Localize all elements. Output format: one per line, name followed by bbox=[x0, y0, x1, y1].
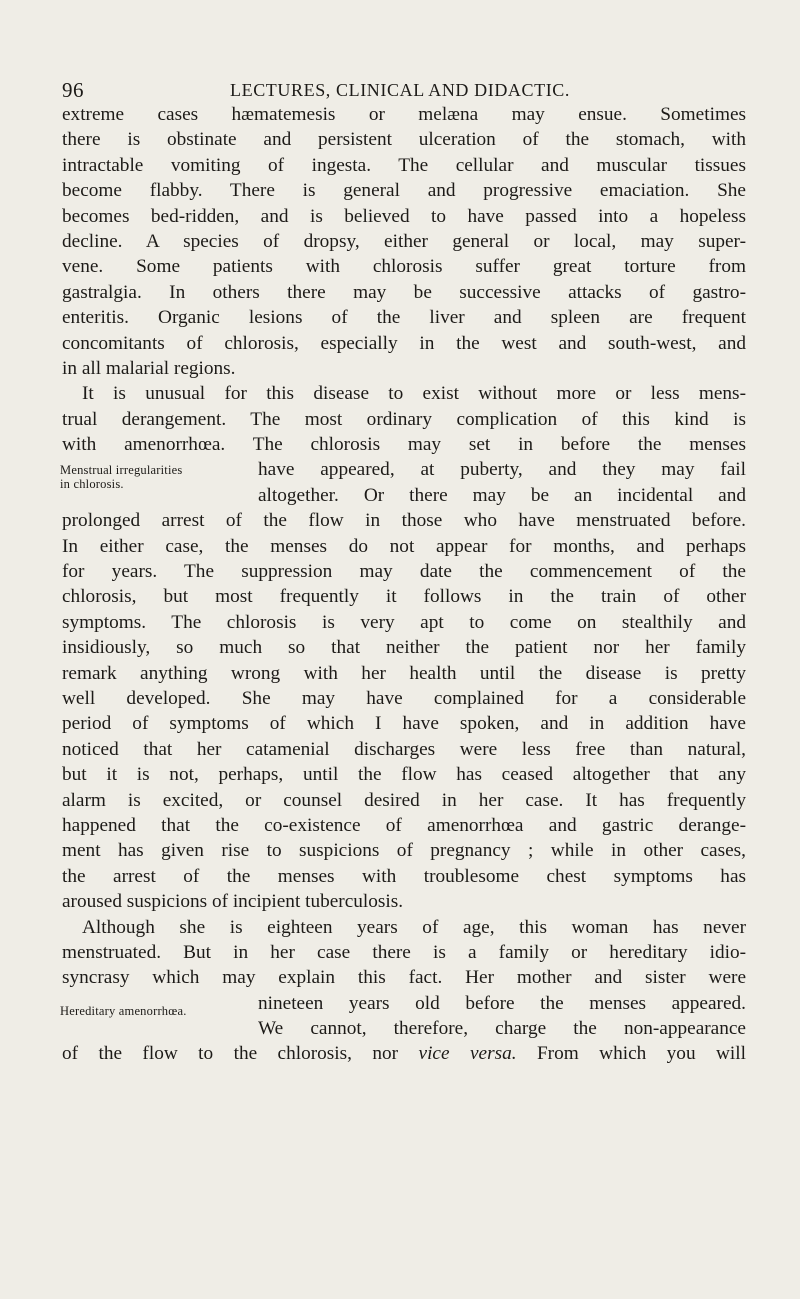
text-line: enteritis. Organic lesions of the liver and spleen are frequent bbox=[62, 307, 746, 329]
text-line: remark anything wrong with her health until the disease is pretty bbox=[62, 662, 746, 684]
text-line: becomes bed-ridden, and is believed to have passed into a hopeless bbox=[62, 205, 746, 227]
text-line: happened that the co-existence of amenorrhœa and gastric derange- bbox=[62, 814, 746, 836]
margin-note: Hereditary amenorrhœa. bbox=[60, 1004, 187, 1019]
text-line: decline. A species of dropsy, either general or local, may super- bbox=[62, 230, 746, 252]
text-line: vene. Some patients with chlorosis suffer great torture from bbox=[62, 256, 746, 278]
text-line: nineteen years old before the menses appeared. bbox=[258, 992, 746, 1014]
text-line: intractable vomiting of ingesta. The cellular and muscular tissues bbox=[62, 154, 746, 176]
text-line: the arrest of the menses with troublesome chest symptoms has bbox=[62, 865, 746, 887]
text-segment: of the flow to the chlorosis, nor bbox=[62, 1043, 399, 1065]
text-line: noticed that her catamenial discharges were less free than natural, bbox=[62, 738, 746, 760]
text-line: insidiously, so much so that neither the patient nor her family bbox=[62, 637, 746, 659]
text-line: period of symptoms of which I have spoken, and in addition have bbox=[62, 713, 746, 735]
margin-note: Menstrual irregularities bbox=[60, 463, 183, 478]
page-header bbox=[62, 78, 742, 104]
text-line: altogether. Or there may be an incidental and bbox=[258, 484, 746, 506]
text-line: with amenorrhœa. The chlorosis may set in before the menses bbox=[62, 434, 746, 456]
text-line: In either case, the menses do not appear for months, and perhaps bbox=[62, 535, 746, 557]
text-line: We cannot, therefore, charge the non-appearance bbox=[258, 1018, 746, 1040]
text-line: for years. The suppression may date the commencement of the bbox=[62, 561, 746, 583]
margin-note: in chlorosis. bbox=[60, 476, 124, 491]
text-line: gastralgia. In others there may be successive attacks of gastro- bbox=[62, 281, 746, 303]
text-line: chlorosis, but most frequently it follows in the train of other bbox=[62, 586, 746, 608]
text-line: extreme cases hæmatemesis or melæna may ensue. Sometimes bbox=[62, 104, 746, 125]
text-line: but it is not, perhaps, until the flow has ceased altogether that any bbox=[62, 764, 746, 786]
text-line-with-margin-note bbox=[62, 457, 746, 482]
text-line: well developed. She may have complained for a considerable bbox=[62, 687, 746, 709]
page-number: 96 bbox=[62, 78, 84, 102]
text-line: aroused suspicions of incipient tuberculosis. bbox=[62, 891, 404, 913]
text-line: It is unusual for this disease to exist without more or less mens- bbox=[82, 383, 746, 405]
italic-phrase: vice versa. bbox=[418, 1043, 517, 1065]
text-line: ment has given rise to suspicions of pregnancy ; while in other cases, bbox=[62, 840, 746, 862]
text-line: menstruated. But in her case there is a family or hereditary idio- bbox=[62, 941, 746, 963]
text-line-with-margin-note bbox=[60, 476, 746, 508]
text-line: alarm is excited, or counsel desired in her case. It has frequently bbox=[62, 789, 746, 811]
text-line: there is obstinate and persistent ulceration of the stomach, with bbox=[62, 129, 746, 151]
running-title: LECTURES, CLINICAL AND DIDACTIC. bbox=[230, 80, 571, 100]
text-line: in all malarial regions. bbox=[62, 357, 236, 379]
text-line: symptoms. The chlorosis is very apt to come on stealthily and bbox=[62, 611, 746, 633]
text-line: have appeared, at puberty, and they may fail bbox=[258, 459, 746, 481]
text-line-with-margin-note bbox=[60, 1004, 746, 1041]
text-line: Although she is eighteen years of age, this woman has never bbox=[82, 916, 746, 938]
text-line: trual derangement. The most ordinary complication of this kind is bbox=[62, 408, 746, 430]
text-segment: From which you will bbox=[536, 1043, 746, 1065]
text-line-final bbox=[62, 1041, 746, 1066]
text-line: become flabby. There is general and progressive emaciation. She bbox=[62, 180, 746, 202]
body-text bbox=[62, 102, 746, 1067]
text-line: prolonged arrest of the flow in those who have menstruated before. bbox=[62, 510, 746, 532]
text-line: concomitants of chlorosis, especially in the west and south-west, and bbox=[62, 332, 746, 354]
text-line: syncrasy which may explain this fact. Her mother and sister were bbox=[62, 967, 746, 989]
